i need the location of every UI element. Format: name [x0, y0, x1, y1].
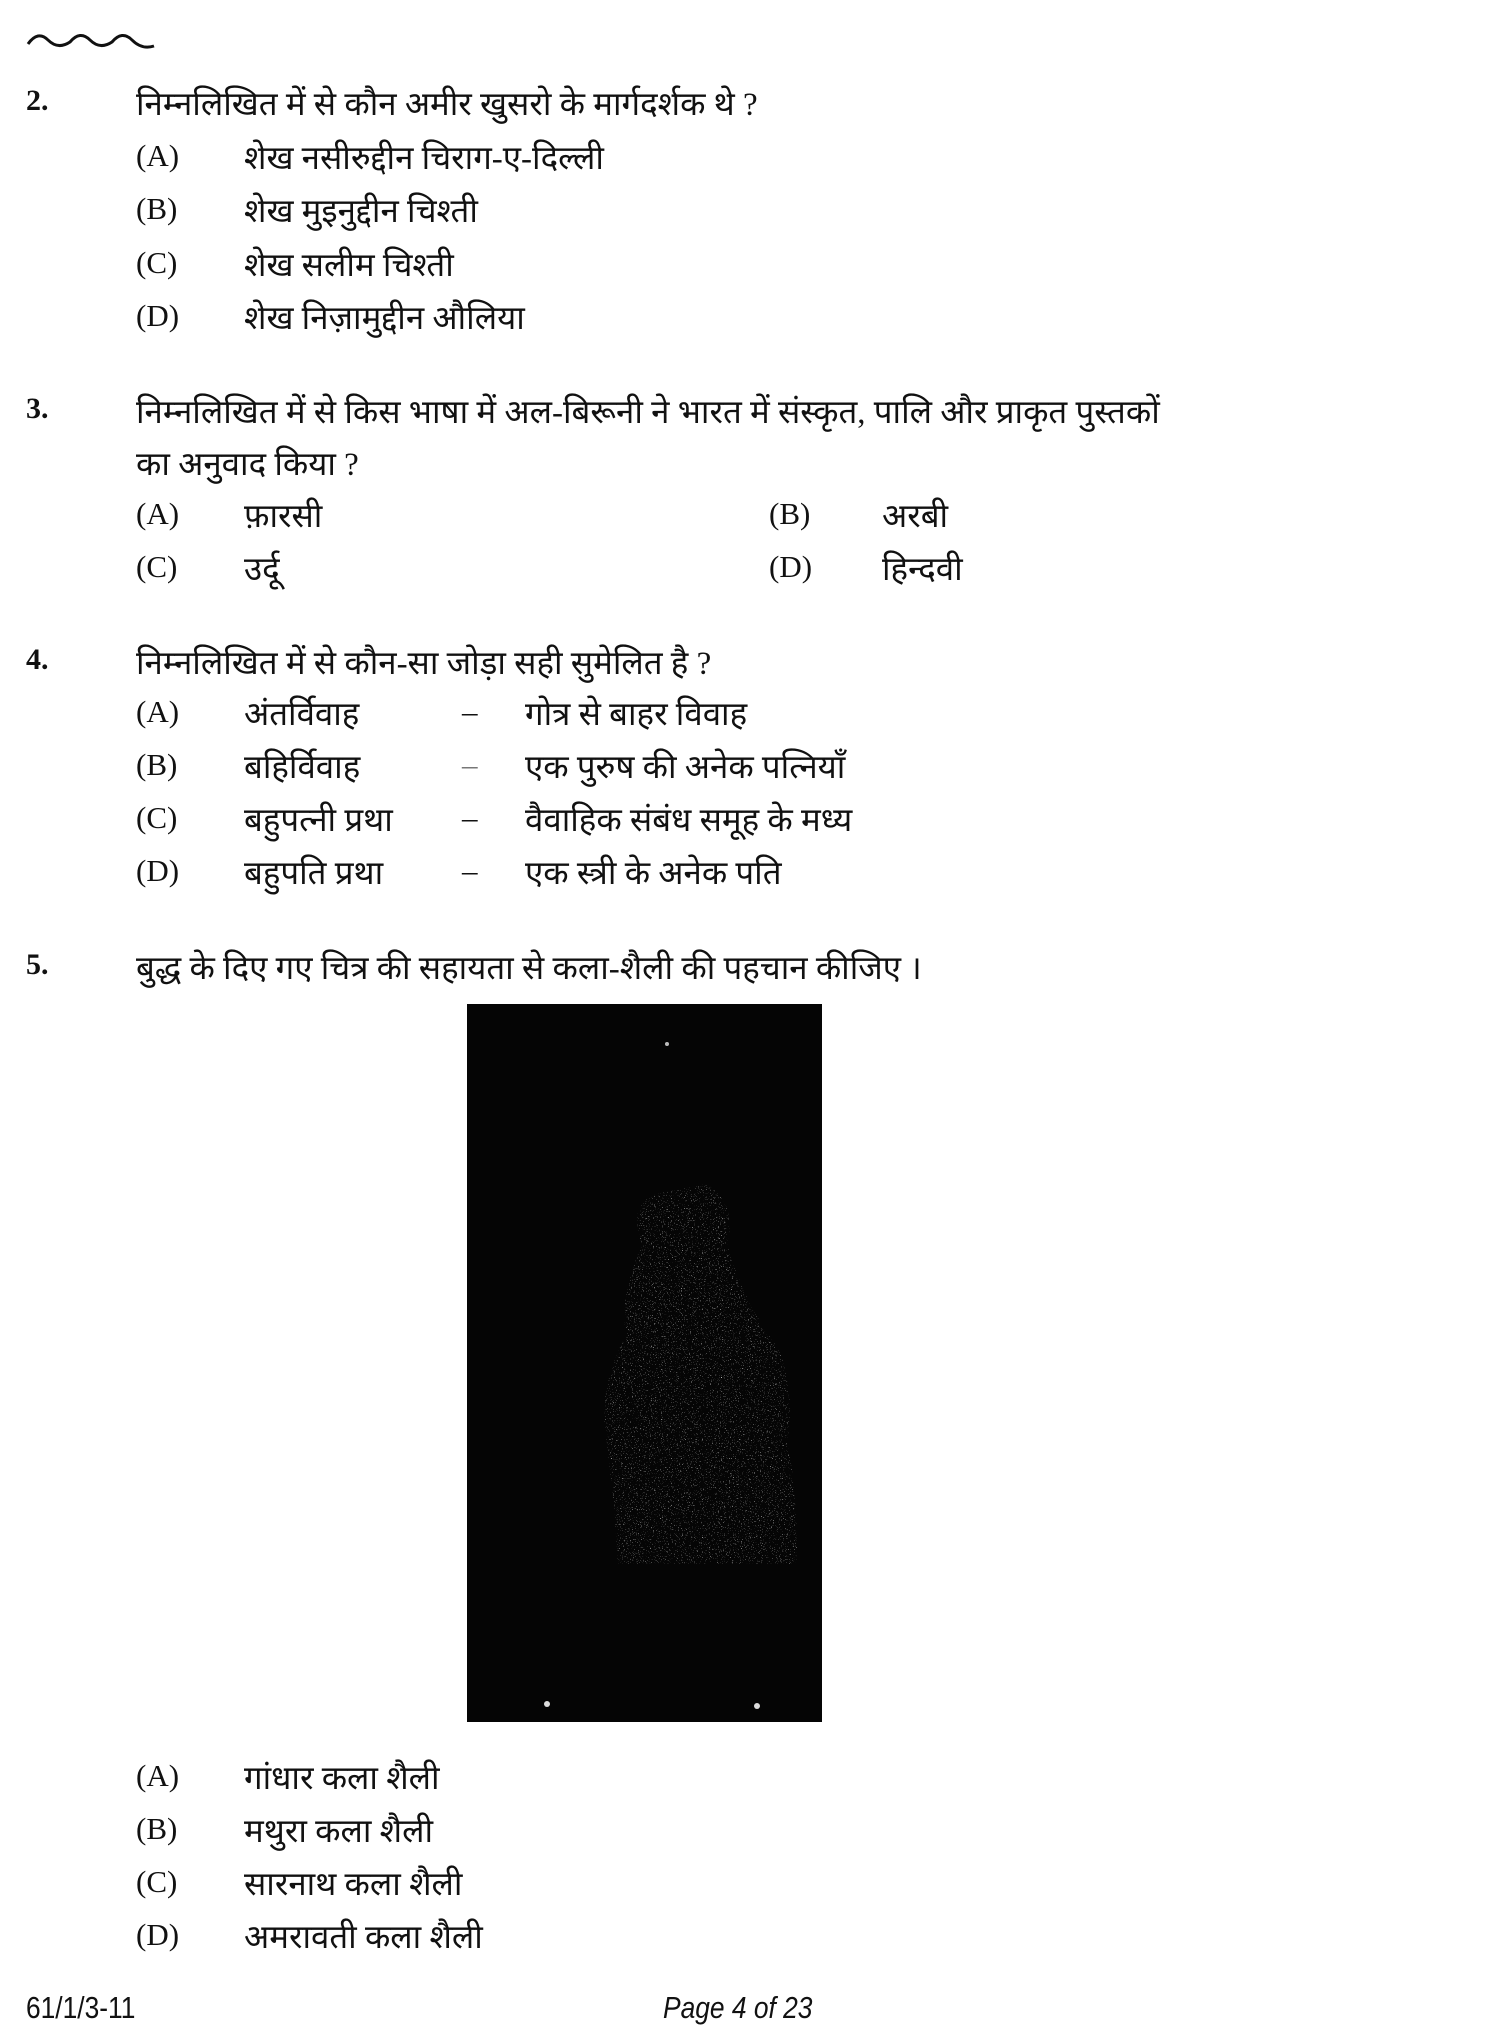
- option-term: बहिर्विवाह: [244, 750, 361, 786]
- wave-mark-icon: [26, 26, 156, 56]
- option-label: (D): [136, 298, 180, 333]
- paper-code: 61/1/3-11: [26, 1990, 136, 2025]
- option-text: शेख सलीम चिश्ती: [244, 248, 454, 284]
- option-dash: –: [462, 800, 478, 835]
- option-dash: –: [462, 853, 478, 888]
- option-text: शेख मुइनुद्दीन चिश्ती: [244, 194, 478, 230]
- question-number: 3.: [26, 392, 49, 425]
- option-meaning: एक स्त्री के अनेक पति: [525, 856, 782, 892]
- option-text: अरबी: [882, 499, 949, 535]
- option-label: (B): [136, 1811, 178, 1846]
- option-label: (C): [136, 549, 178, 584]
- option-text: अमरावती कला शैली: [244, 1920, 483, 1956]
- option-text: फ़ारसी: [244, 499, 323, 535]
- buddha-sculpture-photo: [467, 1004, 822, 1722]
- buddha-figure-icon: [467, 1004, 822, 1722]
- option-text: शेख निज़ामुद्दीन औलिया: [244, 301, 525, 337]
- option-dash: –: [462, 747, 478, 782]
- option-text: गांधार कला शैली: [244, 1761, 440, 1797]
- option-label: (D): [769, 549, 813, 584]
- question-number: 2.: [26, 84, 49, 117]
- option-text: मथुरा कला शैली: [244, 1814, 433, 1850]
- option-label: (B): [136, 747, 178, 782]
- option-label: (A): [136, 694, 180, 729]
- option-meaning: एक पुरुष की अनेक पत्नियाँ: [525, 750, 846, 786]
- option-meaning: वैवाहिक संबंध समूह के मध्य: [525, 803, 853, 839]
- option-label: (A): [136, 1758, 180, 1793]
- option-term: बहुपत्नी प्रथा: [244, 803, 393, 839]
- option-label: (A): [136, 496, 180, 531]
- question-number: 5.: [26, 948, 49, 981]
- option-term: अंतर्विवाह: [244, 697, 360, 733]
- option-label: (C): [136, 245, 178, 280]
- option-text: सारनाथ कला शैली: [244, 1867, 463, 1903]
- option-label: (C): [136, 800, 178, 835]
- option-dash: –: [462, 694, 478, 729]
- option-label: (B): [136, 191, 178, 226]
- option-label: (C): [136, 1864, 178, 1899]
- option-text: हिन्दवी: [882, 552, 963, 588]
- option-label: (D): [136, 853, 180, 888]
- option-label: (B): [769, 496, 811, 531]
- page-number: Page 4 of 23: [663, 1990, 813, 2025]
- question-text-line1: निम्नलिखित में से किस भाषा में अल-बिरूनी ने भारत में संस्कृत, पालि और प्राकृत पुस्तकों: [136, 395, 1160, 431]
- option-label: (A): [136, 138, 180, 173]
- option-text: शेख नसीरुद्दीन चिराग-ए-दिल्ली: [244, 141, 604, 177]
- question-text: निम्नलिखित में से कौन-सा जोड़ा सही सुमेलित है ?: [136, 646, 712, 682]
- option-meaning: गोत्र से बाहर विवाह: [525, 697, 748, 733]
- question-text: निम्नलिखित में से कौन अमीर खुसरो के मार्गदर्शक थे ?: [136, 87, 758, 123]
- question-text: बुद्ध के दिए गए चित्र की सहायता से कला-शैली की पहचान कीजिए ।: [136, 951, 922, 987]
- option-text: उर्दू: [244, 552, 280, 588]
- option-term: बहुपति प्रथा: [244, 856, 384, 892]
- option-label: (D): [136, 1917, 180, 1952]
- question-number: 4.: [26, 643, 49, 676]
- question-text-line2: का अनुवाद किया ?: [136, 447, 359, 483]
